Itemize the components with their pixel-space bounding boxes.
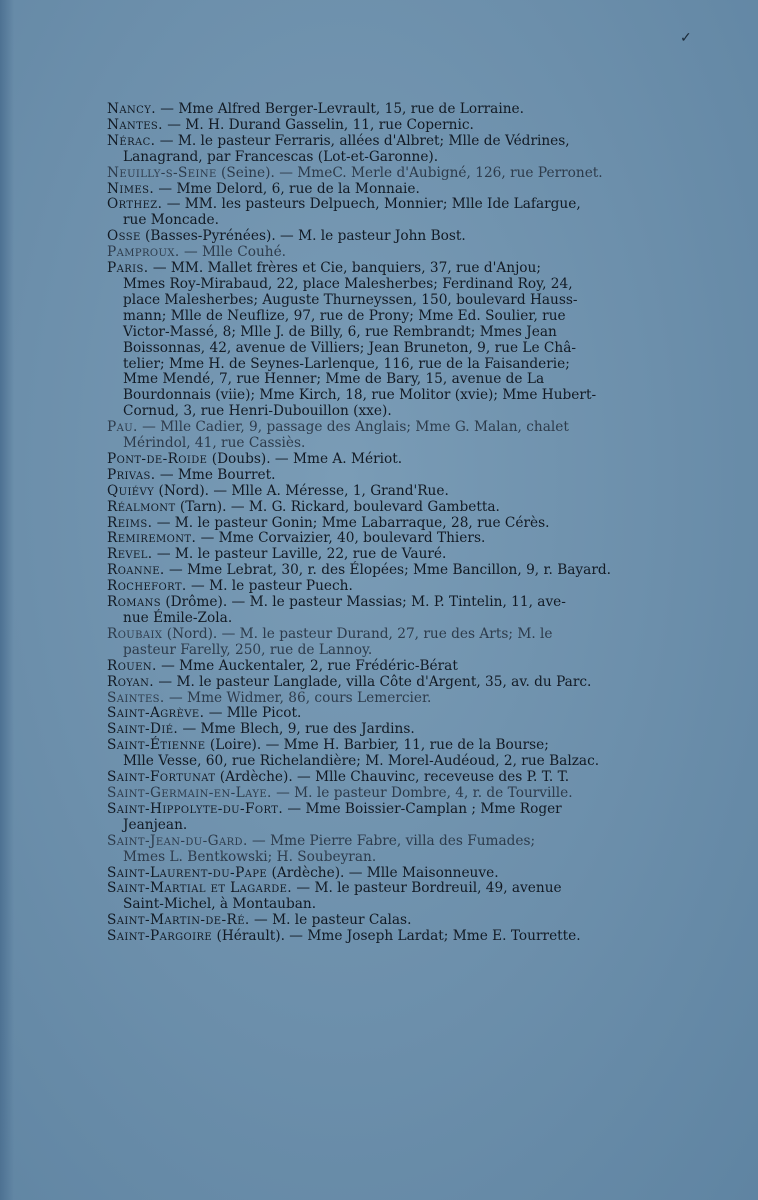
list-entry-continuation	[107, 897, 643, 913]
city-name: Osse	[107, 228, 141, 245]
entry-text: pasteur Farelly, 250, rue de Lannoy.	[123, 641, 373, 658]
entry-text: — MM. les pasteurs Delpuech, Monnier; Mlle Ide Lafargue,	[162, 196, 581, 213]
entry-text: — M. le pasteur Laville, 22, rue de Vauré.	[152, 546, 447, 563]
page-edge-shadow	[0, 0, 14, 1200]
list-entry-continuation	[107, 643, 643, 659]
list-entry	[107, 563, 643, 579]
entry-text: Cornud, 3, rue Henri-Dubouillon (xxe).	[123, 403, 392, 420]
entry-text: — M. H. Durand Gasselin, 11, rue Copernic.	[162, 116, 474, 133]
list-entry	[107, 595, 643, 611]
list-entry	[107, 834, 643, 850]
list-entry	[107, 516, 643, 532]
list-entry-continuation	[107, 325, 643, 341]
city-name: Saint-Agrève.	[107, 705, 205, 722]
list-entry-continuation	[107, 372, 643, 388]
city-name: Orthez.	[107, 196, 163, 213]
city-name: Revel.	[107, 546, 153, 563]
entry-text: Mmes Roy-Mirabaud, 22, place Malesherbes; Ferdinand Roy, 24,	[123, 275, 573, 292]
list-entry-continuation	[107, 293, 643, 309]
entry-text: (Doubs). — Mme A. Mériot.	[207, 450, 403, 467]
entry-text: — M. le pasteur Dombre, 4, r. de Tourville.	[271, 784, 573, 801]
entry-text: — M. le pasteur Calas.	[249, 912, 412, 929]
entry-text: — Mlle Couhé.	[179, 244, 287, 261]
list-entry-continuation	[107, 404, 643, 420]
entry-text: (Basses-Pyrénées). — M. le pasteur John Bost.	[140, 228, 466, 245]
city-name: Pau.	[107, 419, 138, 436]
list-entry	[107, 738, 643, 754]
pencil-mark: ✓	[680, 30, 692, 46]
list-entry	[107, 468, 643, 484]
list-entry	[107, 547, 643, 563]
list-entry	[107, 706, 643, 722]
list-entry	[107, 166, 643, 182]
list-entry-continuation	[107, 436, 643, 452]
entry-text: (Ardèche). — Mlle Maisonneuve.	[267, 864, 499, 881]
entry-text: place Malesherbes; Auguste Thurneyssen, 150, boulevard Hauss-	[123, 291, 578, 308]
list-entry-continuation	[107, 611, 643, 627]
entry-text: (Ardèche). — Mlle Chauvinc, receveuse des P. T. T.	[215, 769, 570, 786]
city-name: Quiévy	[107, 482, 155, 499]
entry-text: — Mlle Picot.	[204, 705, 302, 722]
entry-text: — M. le pasteur Langlade, villa Côte d'Argent, 35, av. du Parc.	[154, 673, 592, 690]
entry-text: mann; Mlle de Neuflize, 97, rue de Prony; Mme Ed. Soulier, rue	[123, 307, 566, 324]
entry-text: (Nord). — M. le pasteur Durand, 27, rue des Arts; M. le	[162, 625, 553, 642]
entry-text: Jeanjean.	[123, 816, 188, 833]
city-name: Roubaix	[107, 625, 163, 642]
list-entry-continuation	[107, 309, 643, 325]
city-name: Privas.	[107, 466, 156, 483]
city-name: Saint-Étienne	[107, 737, 206, 754]
address-list	[107, 102, 643, 945]
entry-text: — M. le pasteur Ferraris, allées d'Albret; Mlle de Védrines,	[155, 132, 570, 149]
entry-text: — Mme Corvaizier, 40, boulevard Thiers.	[196, 530, 486, 547]
entry-text: rue Moncade.	[123, 212, 219, 229]
list-entry	[107, 229, 643, 245]
entry-text: Boissonnas, 42, avenue de Villiers; Jean Bruneton, 9, rue Le Châ-	[123, 339, 577, 356]
entry-text: — Mme Auckentaler, 2, rue Frédéric-Bérat	[156, 657, 458, 674]
entry-text: — Mme Widmer, 86, cours Lemercier.	[164, 689, 432, 706]
city-name: Saint-Germain-en-Laye.	[107, 784, 272, 801]
city-name: Saint-Martial et Lagarde.	[107, 880, 293, 897]
list-entry-continuation	[107, 850, 643, 866]
city-name: Saint-Laurent-du-Pape	[107, 864, 268, 881]
city-name: Rochefort.	[107, 578, 187, 595]
list-entry	[107, 802, 643, 818]
list-entry	[107, 627, 643, 643]
entry-text: Victor-Massé, 8; Mlle J. de Billy, 6, rue Rembrandt; Mmes Jean	[123, 323, 557, 340]
city-name: Saint-Jean-du-Gard.	[107, 832, 248, 849]
list-entry	[107, 770, 643, 786]
entry-text: Saint-Michel, à Montauban.	[123, 896, 317, 913]
list-entry	[107, 261, 643, 277]
city-name: Rouen.	[107, 657, 157, 674]
list-entry	[107, 881, 643, 897]
list-entry-continuation	[107, 388, 643, 404]
entry-text: (Hérault). — Mme Joseph Lardat; Mme E. Tourrette.	[212, 928, 581, 945]
city-name: Paris.	[107, 260, 149, 277]
entry-text: — Mme Bourret.	[155, 466, 276, 483]
list-entry-continuation	[107, 818, 643, 834]
city-name: Reims.	[107, 514, 153, 531]
list-entry	[107, 722, 643, 738]
list-entry	[107, 182, 643, 198]
list-entry	[107, 691, 643, 707]
list-entry-continuation	[107, 357, 643, 373]
list-entry	[107, 102, 643, 118]
entry-text: (Seine). — MmeC. Merle d'Aubigné, 126, rue Perronet.	[216, 164, 603, 181]
list-entry-continuation	[107, 150, 643, 166]
city-name: Saint-Fortunat	[107, 769, 216, 786]
list-entry	[107, 197, 643, 213]
list-entry	[107, 484, 643, 500]
city-name: Nérac.	[107, 132, 156, 149]
list-entry	[107, 866, 643, 882]
city-name: Réalmont	[107, 498, 176, 515]
list-entry	[107, 659, 643, 675]
entry-text: — Mme Alfred Berger-Levrault, 15, rue de Lorraine.	[155, 101, 524, 117]
city-name: Nantes.	[107, 116, 163, 133]
entry-text: (Nord). — Mlle A. Méresse, 1, Grand'Rue.	[154, 482, 449, 499]
entry-text: (Drôme). — M. le pasteur Massias; M. P. Tintelin, 11, ave-	[160, 594, 566, 611]
entry-text: nue Émile-Zola.	[123, 610, 233, 626]
list-entry	[107, 500, 643, 516]
list-entry-continuation	[107, 277, 643, 293]
entry-text: Bourdonnais (viie); Mme Kirch, 18, rue Molitor (xvie); Mme Hubert-	[123, 387, 597, 404]
list-entry	[107, 579, 643, 595]
list-entry	[107, 118, 643, 134]
list-entry-continuation	[107, 341, 643, 357]
city-name: Romans	[107, 594, 161, 611]
list-entry	[107, 134, 643, 150]
list-entry	[107, 786, 643, 802]
entry-text: — Mme Lebrat, 30, r. des Élopées; Mme Bancillon, 9, r. Bayard.	[164, 562, 611, 579]
entry-text: — M. le pasteur Gonin; Mme Labarraque, 28, rue Cérès.	[152, 514, 550, 531]
city-name: Neuilly-s-Seine	[107, 164, 217, 181]
city-name: Royan.	[107, 673, 155, 690]
city-name: Nimes.	[107, 180, 155, 197]
list-entry	[107, 420, 643, 436]
list-entry-continuation	[107, 213, 643, 229]
city-name: Saintes.	[107, 689, 165, 706]
city-name: Pont-de-Roide	[107, 450, 208, 467]
list-entry	[107, 245, 643, 261]
list-entry	[107, 531, 643, 547]
entry-text: — M. le pasteur Puech.	[186, 578, 353, 595]
entry-text: — M. le pasteur Bordreuil, 49, avenue	[292, 880, 562, 897]
city-name: Roanne.	[107, 562, 165, 579]
list-entry	[107, 675, 643, 691]
entry-text: — Mme Boissier-Camplan ; Mme Roger	[283, 800, 562, 817]
city-name: Saint-Hippolyte-du-Fort.	[107, 800, 284, 817]
entry-text: — Mme Delord, 6, rue de la Monnaie.	[154, 180, 420, 197]
entry-text: Mlle Vesse, 60, rue Richelandière; M. Morel-Audéoud, 2, rue Balzac.	[123, 753, 600, 770]
city-name: Saint-Pargoire	[107, 928, 213, 945]
city-name: Nancy.	[107, 101, 156, 117]
entry-text: Lanagrand, par Francescas (Lot-et-Garonne).	[123, 148, 439, 165]
entry-text: (Loire). — Mme H. Barbier, 11, rue de la Bourse;	[205, 737, 549, 754]
entry-text: Mme Mendé, 7, rue Henner; Mme de Bary, 15, avenue de La	[123, 371, 545, 388]
city-name: Pamproux.	[107, 244, 180, 261]
city-name: Saint-Martin-de-Ré.	[107, 912, 250, 929]
entry-text: (Tarn). — M. G. Rickard, boulevard Gambetta.	[175, 498, 500, 515]
list-entry	[107, 929, 643, 945]
list-entry	[107, 452, 643, 468]
entry-text: Mérindol, 41, rue Cassiès.	[123, 435, 306, 452]
entry-text: telier; Mme H. de Seynes-Larlenque, 116, rue de la Faisanderie;	[123, 355, 570, 372]
city-name: Saint-Dié.	[107, 721, 179, 738]
entry-text: Mmes L. Bentkowski; H. Soubeyran.	[123, 848, 377, 865]
entry-text: — Mme Pierre Fabre, villa des Fumades;	[247, 832, 536, 849]
city-name: Remiremont.	[107, 530, 197, 547]
list-entry-continuation	[107, 754, 643, 770]
entry-text: — Mlle Cadier, 9, passage des Anglais; Mme G. Malan, chalet	[137, 419, 569, 436]
list-entry	[107, 913, 643, 929]
entry-text: — Mme Blech, 9, rue des Jardins.	[178, 721, 415, 738]
entry-text: — MM. Mallet frères et Cie, banquiers, 37, rue d'Anjou;	[148, 260, 541, 277]
